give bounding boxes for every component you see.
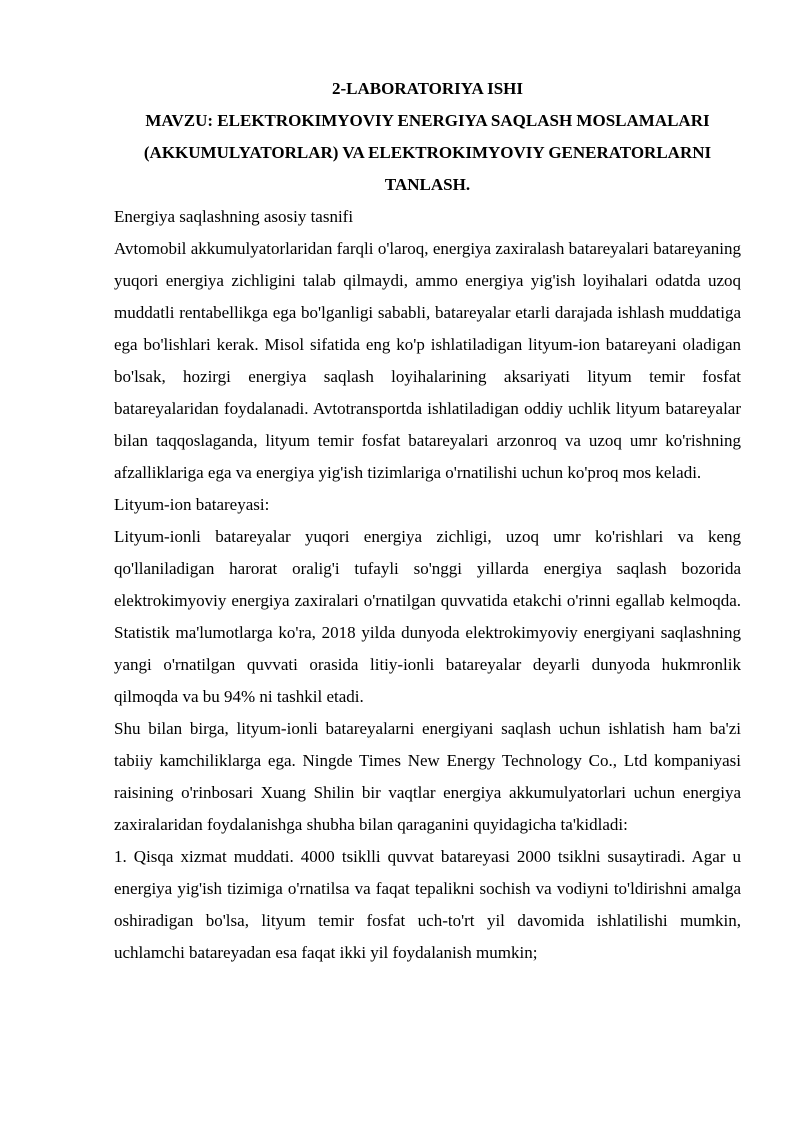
paragraph-short-service-life: 1. Qisqa xizmat muddati. 4000 tsiklli quvvat batareyasi 2000 tsiklni susaytiradi. Agar u energiya yig'ish tizimiga o'rnatilsa va faqat tepalikni sochish va vodiyni to'ldirishni amalga oshiradigan bo'lsa, lityum temir fosfat uch-to'rt yil davomida ishlatilishi mumkin, uchlamchi batareyadan esa faqat ikki yil foydalanish mumkin;: [114, 847, 741, 962]
paragraph-drawbacks: Shu bilan birga, lityum-ionli batareyalarni energiyani saqlash uchun ishlatish ham ba'zi tabiiy kamchiliklarga ega. Ningde Times New Energy Technology Co., Ltd kompaniyasi raisining o'rinbosari Xuang Shilin bir vaqtlar energiya akkumulyatorlari uchun energiya zaxiralaridan foydalanishga shubha bilan qaraganini quyidagicha ta'kidladi:: [114, 719, 741, 834]
section-heading-energy-storage: Energiya saqlashning asosiy tasnifi: [114, 207, 354, 226]
paragraph-lithium-ion: Lityum-ionli batareyalar yuqori energiya zichligi, uzoq umr ko'rishlari va keng qo'llaniladigan harorat oralig'i tufayli so'nggi yillarda energiya saqlash bozorida elektrokimyoviy energiya zaxiralari o'rnatilgan quvvatida etakchi o'rinni egallab kelmoqda. Statistik ma'lumotlarga ko'ra, 2018 yilda dunyoda elektrokimyoviy energiyani saqlashning yangi o'rnatilgan quvvati orasida litiy-ionli batareyalar deyarli dunyoda hukmronlik qilmoqda va bu 94% ni tashkil etadi.: [114, 527, 741, 706]
paragraph-energy-storage: Avtomobil akkumulyatorlaridan farqli o'laroq, energiya zaxiralash batareyalari batareyaning yuqori energiya zichligini talab qilmaydi, ammo energiya yig'ish loyihalari odatda uzoq muddatli rentabellikga ega bo'lganligi sababli, batareyalar etarli darajada ishlash muddatiga ega bo'lishlari kerak. Misol sifatida eng ko'p ishlatiladigan lityum-ion batareyani oladigan bo'lsak, hozirgi energiya saqlash loyihalarining aksariyati lityum temir fosfat batareyalaridan foydalanadi. Avtotransportda ishlatiladigan oddiy uchlik lityum batareyalar bilan taqqoslaganda, lityum temir fosfat batareyalari arzonroq va uzoq umr ko'rishning afzalliklariga ega va energiya yig'ish tizimlariga o'rnatilishi uchun ko'proq mos keladi.: [114, 239, 741, 482]
document-page: [114, 73, 741, 969]
page-title: 2-LABORATORIYA ISHI: [332, 79, 523, 98]
section-heading-lithium-ion: Lityum-ion batareyasi:: [114, 495, 270, 514]
page-subtitle: MAVZU: ELEKTROKIMYOVIY ENERGIYA SAQLASH MOSLAMALARI (AKKUMULYATORLAR) VA ELEKTROKIMYOVIY GENERATORLARNI TANLASH.: [143, 111, 712, 194]
